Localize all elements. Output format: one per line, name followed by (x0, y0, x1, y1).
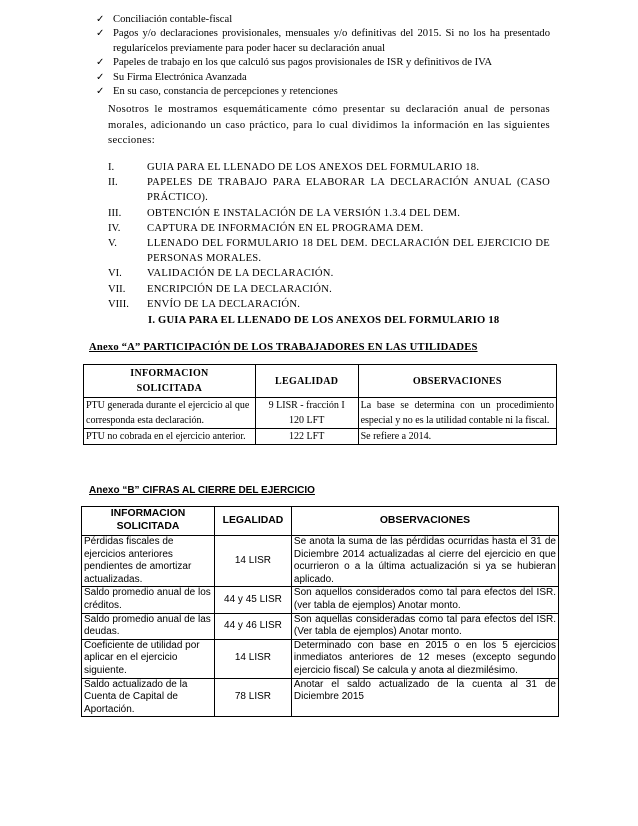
anexo-a-table (83, 364, 557, 445)
cell-legal: 78 LISR (214, 678, 291, 717)
checklist-item: ✓ Conciliación contable-fiscal (95, 13, 550, 27)
section-item: V. LLENADO DEL FORMULARIO 18 DEL DEM. DECLARACIÓN DEL EJERCICIO DE PERSONAS MORALES. (108, 238, 550, 265)
cell-info: PTU generada durante el ejercicio al que corresponda esta declaración. (84, 398, 256, 429)
cell-legal: 122 LFT (255, 429, 358, 445)
section-heading: I. GUIA PARA EL LLENADO DE LOS ANEXOS DEL FORMULARIO 18 (148, 315, 500, 326)
cell-info: Saldo actualizado de la Cuenta de Capital de Aportación. (82, 678, 215, 717)
checkmark-icon: ✓ (96, 14, 105, 25)
cell-obs: Se anota la suma de las pérdidas ocurridas hasta el 31 de Diciembre 2014 actualizadas al cierre del ejercicio en que ocurrieron o a la última actualización si ya se hubieran aplicado. (291, 536, 558, 587)
table-header-row (82, 507, 559, 536)
checklist-item: ✓ Pagos y/o declaraciones provisionales, mensuales y/o definitivas del 2015. Si no los ha presentado regularícelos previamente para poder hacer su declaración anual (96, 28, 550, 54)
cell-obs: La base se determina con un procedimiento especial y no es la utilidad contable ni la fiscal. (358, 398, 556, 429)
cell-legal: 14 LISR (214, 639, 291, 678)
cell-obs: Anotar el saldo actualizado de la cuenta al 31 de Diciembre 2015 (291, 678, 558, 717)
cell-info: Pérdidas fiscales de ejercicios anteriores pendientes de amortizar actualizadas. (82, 536, 215, 587)
section-item: II. PAPELES DE TRABAJO PARA ELABORAR LA DECLARACIÓN ANUAL (CASO PRÁCTICO). (108, 177, 550, 204)
anexo-b-table (81, 506, 559, 717)
checkmark-icon: ✓ (96, 71, 105, 83)
requirements-checklist (95, 13, 550, 99)
checklist-item: ✓ Su Firma Electrónica Avanzada (95, 71, 550, 85)
column-header-obs: OBSERVACIONES (291, 507, 558, 536)
table-row (84, 429, 557, 445)
column-header-legal: LEGALIDAD (214, 507, 291, 536)
cell-obs: Son aquellas consideradas como tal para efectos del ISR. (Ver tabla de ejemplos) Anotar monto. (291, 613, 558, 639)
section-item: VI. VALIDACIÓN DE LA DECLARACIÓN. (108, 268, 334, 280)
column-header-legal: LEGALIDAD (255, 365, 358, 398)
cell-info: Saldo promedio anual de las deudas. (82, 613, 215, 639)
column-header-info: INFORMACION SOLICITADA (84, 365, 256, 398)
anexo-a-heading: Anexo “A” PARTICIPACIÓN DE LOS TRABAJADORES EN LAS UTILIDADES (89, 342, 478, 353)
anexo-b-heading: Anexo “B” CIFRAS AL CIERRE DEL EJERCICIO (89, 485, 315, 496)
checkmark-icon: ✓ (96, 86, 105, 98)
table-row (82, 587, 559, 613)
cell-legal: 44 y 46 LISR (214, 613, 291, 639)
table-row (82, 613, 559, 639)
section-item: VII. ENCRIPCIÓN DE LA DECLARACIÓN. (108, 283, 332, 295)
cell-legal: 9 LISR - fracción I 120 LFT (255, 398, 358, 429)
table-row (82, 536, 559, 587)
table-row (82, 678, 559, 717)
section-item: III. OBTENCIÓN E INSTALACIÓN DE LA VERSIÓN 1.3.4 DEL DEM. (108, 207, 461, 219)
column-header-obs: OBSERVACIONES (358, 365, 556, 398)
table-row (84, 398, 557, 429)
section-item: I. GUIA PARA EL LLENADO DE LOS ANEXOS DEL FORMULARIO 18. (108, 162, 480, 173)
checkmark-icon: ✓ (96, 57, 105, 69)
checkmark-icon: ✓ (96, 28, 105, 40)
section-item: VIII. ENVÍO DE LA DECLARACIÓN. (108, 298, 301, 310)
cell-info: Coeficiente de utilidad por aplicar en el ejercicio siguiente. (82, 639, 215, 678)
cell-obs: Son aquellos considerados como tal para efectos del ISR. (ver tabla de ejemplos) Anotar monto. (291, 587, 558, 613)
cell-legal: 44 y 45 LISR (214, 587, 291, 613)
cell-legal: 14 LISR (214, 536, 291, 587)
checklist-item: ✓ En su caso, constancia de percepciones y retenciones (95, 85, 550, 99)
cell-info: PTU no cobrada en el ejercicio anterior. (84, 429, 256, 445)
table-header-row (84, 365, 557, 398)
sections-list (108, 160, 550, 312)
cell-obs: Se refiere a 2014. (358, 429, 556, 445)
checklist-item: ✓ Papeles de trabajo en los que calculó sus pagos provisionales de ISR y definitivos de IVA (95, 56, 550, 70)
section-item: IV. CAPTURA DE INFORMACIÓN EN EL PROGRAMA DEM. (108, 222, 424, 234)
cell-info: Saldo promedio anual de los créditos. (82, 587, 215, 613)
column-header-info: INFORMACION SOLICITADA (82, 507, 215, 536)
intro-paragraph: Nosotros le mostramos esquemáticamente cómo presentar su declaración anual de personas morales, adicionando un caso práctico, para lo cual dividimos la información en las siguientes secciones: (108, 104, 550, 147)
cell-obs: Determinado con base en 2015 o en los 5 ejercicios inmediatos anteriores de 12 meses (excepto segundo ejercicio fiscal) Se calcula y anota al diezmilésimo. (291, 639, 558, 678)
table-row (82, 639, 559, 678)
